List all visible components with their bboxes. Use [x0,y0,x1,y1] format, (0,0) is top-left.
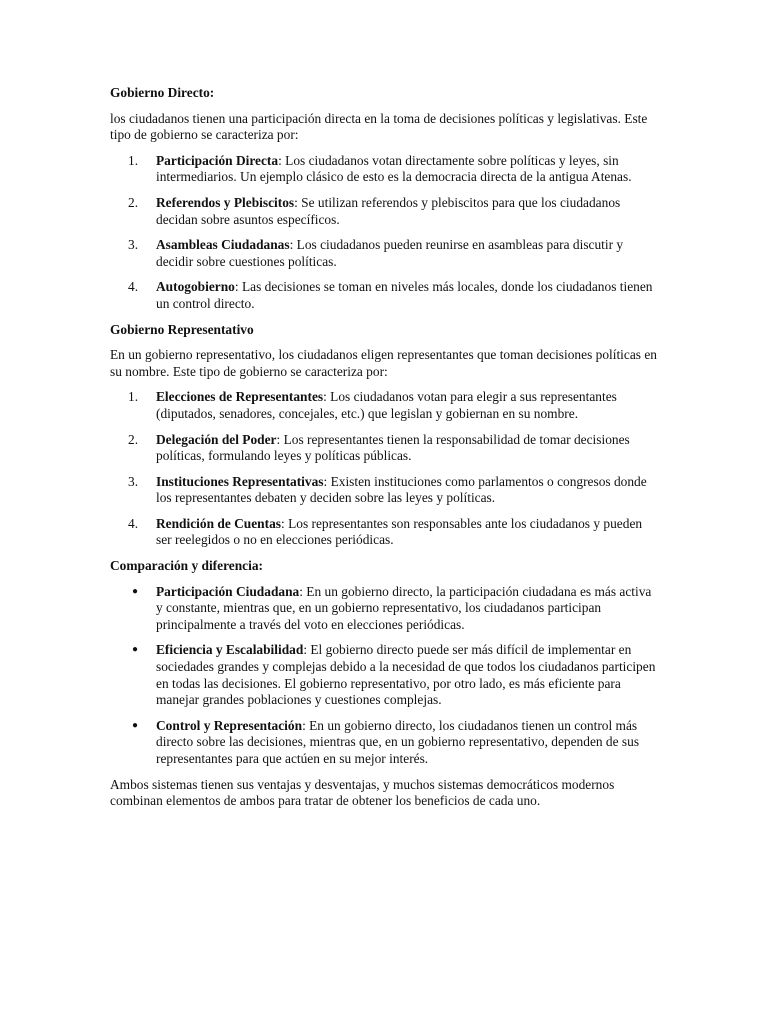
list-item [110,153,658,186]
list-item-text: : Los ciudadanos votan directamente sobre políticas y leyes, sin intermediarios. Un ejemplo clásico de esto es la democracia directa de la antigua Atenas. [156,152,632,185]
list-item [110,642,658,708]
bullet-icon: ● [132,719,139,731]
list-number: 2. [128,194,139,210]
list-item-text: : El gobierno directo puede ser más difícil de implementar en sociedades grandes y complejas debido a la necesidad de que todos los ciudadanos participen en todas las decisiones. El gobierno representativo, por otro lado, es más eficiente para manejar grandes poblaciones y cuestiones complejas. [156,642,656,708]
numbered-list-gobierno-directo [110,153,658,313]
bullet-icon: ● [132,644,139,656]
list-item [110,474,658,507]
document-page [110,85,658,810]
section-title-gobierno-directo: Gobierno Directo: [110,85,215,100]
list-number: 4. [128,279,139,295]
list-item-text: : Los ciudadanos pueden reunirse en asambleas para discutir y decidir sobre cuestiones políticas. [156,237,624,269]
list-item-text: : Los ciudadanos votan para elegir a sus representantes (diputados, senadores, concejales, etc.) que legislan y gobiernan en su nombre. [156,389,617,421]
list-item-text: : Las decisiones se toman en niveles más locales, donde los ciudadanos tienen un control directo. [156,279,653,311]
list-item [110,432,658,465]
section-title-comparacion: Comparación y diferencia: [110,558,263,574]
list-number: 1. [128,389,139,405]
bullet-list-comparacion [110,584,658,768]
list-item [110,237,658,270]
conclusion-paragraph: Ambos sistemas tienen sus ventajas y desventajas, y muchos sistemas democráticos modernos combinan elementos de ambos para tratar de obtener los beneficios de cada uno. [110,776,615,809]
list-item [110,279,658,312]
list-item-term: Control y Representación [156,717,303,733]
numbered-list-gobierno-representativo [110,389,658,549]
list-item-term: Delegación del Poder [156,431,277,447]
list-item-text: : Los representantes tienen la responsabilidad de tomar decisiones políticas, formulando leyes y políticas públicas. [156,431,630,464]
list-number: 1. [128,152,139,168]
list-item [110,195,658,228]
list-item-text: : En un gobierno directo, los ciudadanos tienen un control más directo sobre las decisiones, mientras que, en un gobierno representativo, dependen de sus representantes para que actúen en su mejor interés. [156,717,640,766]
list-item-text: : Existen instituciones como parlamentos o congresos donde los representantes debaten y deciden sobre las leyes y políticas. [156,473,647,506]
list-number: 2. [128,431,139,447]
list-item-term: Elecciones de Representantes [156,389,324,405]
list-item [110,718,658,768]
list-item-term: Participación Ciudadana [156,583,300,599]
section-title-gobierno-representativo: Gobierno Representativo [110,321,254,337]
section-intro-gobierno-directo: los ciudadanos tienen una participación directa en la toma de decisiones políticas y legislativas. Este tipo de gobierno se caracteriza por: [110,110,648,143]
list-item-term: Autogobierno [156,279,235,295]
list-item [110,516,658,549]
list-item-term: Eficiencia y Escalabilidad [156,642,304,658]
bullet-icon: ● [132,585,139,597]
list-item-term: Referendos y Plebiscitos [156,194,295,210]
list-number: 3. [128,473,139,489]
list-number: 3. [128,237,139,253]
section-intro-gobierno-representativo: En un gobierno representativo, los ciudadanos eligen representantes que toman decisiones políticas en su nombre. Este tipo de gobierno se caracteriza por: [110,347,657,379]
list-item-term: Rendición de Cuentas [156,515,281,531]
list-item-text: : En un gobierno directo, la participación ciudadana es más activa y constante, mientras que, en un gobierno representativo, los ciudadanos participan principalmente a través del voto en elecciones periódicas. [156,583,652,632]
list-item [110,584,658,634]
list-item [110,389,658,422]
list-item-term: Asambleas Ciudadanas [156,237,290,253]
list-item-text: : Se utilizan referendos y plebiscitos para que los ciudadanos decidan sobre asuntos específicos. [156,194,621,227]
list-item-text: : Los representantes son responsables ante los ciudadanos y pueden ser reelegidos o no en elecciones periódicas. [156,515,643,548]
list-number: 4. [128,515,139,531]
list-item-term: Instituciones Representativas [156,473,324,489]
list-item-term: Participación Directa [156,152,279,168]
